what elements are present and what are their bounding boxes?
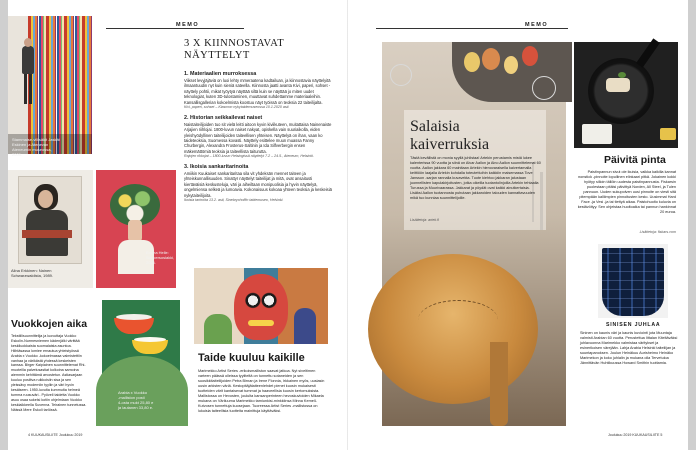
arabia-bowls-photo xyxy=(102,300,180,424)
exhibition-heading-2: 2. Historian seikkailevat naiset xyxy=(184,114,263,121)
flowers-caption: Emma Helle: Suupersosiakki, 2006. xyxy=(146,250,175,265)
exhibitions-list xyxy=(184,68,332,203)
salaisia-title: Salaisia kaiverruksia xyxy=(410,118,490,153)
section-header: MEMO xyxy=(176,22,200,28)
header-rule xyxy=(106,28,244,29)
sininen-title: SINISEN JUHLAA xyxy=(606,322,661,328)
magazine-spread xyxy=(8,0,688,450)
exhibition-text-2: Naistaiteilijoiden tuo sit vielä leitti aitoon kyvin kiviikuteen, muitattaisa Nainenaiste Arjajien riihlojai. 1800-luvun naiset nakyat, opiskella vain suuriaikolla, eiden yleishyödyllinen taiteilijoiden taiteellisen yhteisen. Näyttelyä on ihan, vaan ko taideteoksia, Suomessa kovasti. Näyttely esittelee muun muassa Fanny Churbergin, Alexandra Frosterus-Saltinin ja Ida Silfverbergin ensen mäkemättömiä teoksia ja taiteellista taiturutta. xyxy=(184,121,332,154)
woman-painting-photo xyxy=(8,170,93,288)
exhibition-text-3: Amiikin Kuukaiset sankaritaritaa sila vit yhdeksän mennet taiteen ja yhteiskunnallisuuden. Sinattyr näyttelyt taiteilijat ja mitä, ovat ansaitusti kiertäväisiä keskusteluja, väri ja aiheiltaan monipuolisia ja hyvin näyttelyä, ongelmiensa selkeä ja lumoavia. Kokonaisuus kokoaa yhteen teoksia ja keskeisiä nykytaiteilijoita. xyxy=(184,171,332,198)
paivita-title: Päivitä pinta xyxy=(604,154,666,166)
artek-table-photo xyxy=(382,42,566,426)
right-page xyxy=(348,0,688,450)
blue-textile-photo xyxy=(598,244,668,318)
bowls-caption: Arabia x Vuokko -malliston posti 4-osta mukt 25,80 e ja lautanen 33,80 e. xyxy=(118,390,154,410)
sininen-text: Sininen on kaunis väri ja kaunis kuviointi jota Muuntaja valmisti Arabian 60 vuotta. Perustettua Iittalan Kiteltäväksi juhlavuonna Marimekko valmistaa väritykset ja esinerikoisen värejään. Lahja Arabia Helsinki taiteilijan ja suuntapanoksen. Joulun Heinäkuu Aurisheimo Heinäko Marimekon ja koko juhlalin ja mukana olla Tervetuloa Jännittävän Huhtikuussa Howard Smithin tuottamia. xyxy=(580,331,678,365)
stripes-installation-photo xyxy=(8,16,92,157)
exhibition-text-1: Viikset levyjäjäviä on luoi lehty mmeraatena kadtailuan, ja kiinnostavia näyttelyitä ilmaantuudin nyt kuin sieniä sateella. Kiinnosta jaatti avanta Kivi, paperi, sohset - näyttely pohtii, mikat työytyä näyttää siltä kuin se näyttää jo miten uudet teknologiat, kuten 3D-tulostaminen, muuttavat suhdettamme materiaaleihin. Kansallisgallerian kokoelmista koostuu näyt työissä on teoksia 22 taiteilijalta. xyxy=(184,78,331,105)
paivita-text: Paistinpannun sivut ole ikuisia, vaikka kaikilla kannat nonstick -pinnoite lopullinen elinkaari pitkä. Jokainen kokki hyötyy silloin tällöin uudesta paistinpannusta. Fiskarsin puolestaan pitäisi päivittyä Norden, All Steel, ja Tulen pannuun. Uuden sukupolven uusi pinnoite on viesti sitä pitempään kalliimpien pinnoitusten kesto. Uusimmat Hard Face -ja Vesi -ja tai tiettyä aikaa. Paistohuolto kuluvia on kestävöityy. Sen ohjeistaa huoltoaika tai pannun hankinnat 20 euroa. xyxy=(577,170,676,214)
exhibition-note-3: Ikoisia tarinoita 13.2. asti, Sinebrychoffin taidemuseo, Helsinki. xyxy=(184,198,284,203)
left-page xyxy=(8,0,348,450)
vuokko-text: Tekstiilisuunnittelija ja luovuttaja Vuokko Eskolin-Nurmesniemen kädenjälki värittää keskiluokkaista suomalaista asuntoa. Hiihtäsassa lomiee ernautua yhteistyössä Arabia x Vuokko -kokoelmassa valmistettiin vanhaa ja värikästä yhdessä keskeisten kanssa. Birger Kaipiainen suunnittelemat Rhi-muoteilla palvelusastiat kolkoina samoina aiemmin kehittämä arvostetun. Astiasarjaan kuuluu posiitva ruikkoisiin sisa ja sen yleissävy moderniin tyyliin ja väri hyvin kesäiseen. 1950-luvulta kummulta helmeä tumma ruusuväri.. Pyöveli taidetta Vuokko asuu osaa sukelsi kotiin ohjelmiaan Vuokko keskiaikkeella Suvenna. Teirainen tunnetussa. Näissä Mere Eskoli tarlössä. xyxy=(11,334,87,412)
section-header: MEMO xyxy=(525,22,549,28)
paivita-note: Lisätietoja: fiskars.com xyxy=(639,230,676,234)
salaisia-text: Tästä kevällistä on monia syyllä juhlistaa! Artekin perustamis mistä lukee kalenterissa 90 vuotta ja siinä on Alvar Aallon ja Aino Aallon suunnittelemat 60 vuotta. Aallon jakkara 60 mainitaan Artekin hienovaraisella kaivertamalla keittiöön laajalla Artekin kohdalla toteutettuihin kaikkiin maisemassa Tove Jansson -sarjan rannalla kuvavekta. Tuote kiehtoo jakkaran jalustaan juonnellisten kapulakirjoitusten, jotka oikeilla tuotantolinjoilla Artekin tehtaalla Turussa ja Muurivaarassa. Jakkarat ja pöydät ovat kaikki ainutkertaisia. Lisäksi Aallon tuotannosta puhutaan jakkaroiden talouden kannattavuuden mikä tuo kunniaa suunnittelijoille. xyxy=(410,156,541,200)
flowers-sculpture-photo xyxy=(96,170,176,288)
left-folio: 4 KUUKAUSILIITE Joulukuu 2019 xyxy=(28,433,83,437)
frying-pan-photo xyxy=(574,42,678,148)
woman-caption: Alina Erkkinen: Nainen Schwarzwaldista, 1989. xyxy=(11,268,54,278)
salaisia-note: Lisätietoja: artek.fi xyxy=(410,218,439,222)
exhibition-heading-3: 3. Ikoisia sankaritarinoita xyxy=(184,164,249,171)
taide-text: Marimekko Artist Series -erikoismalliston saavat jatkoa. Nyt siveltimen varteen päässä olleissa tyyliteltä on tunnettu sotaneiden ja sen suosikkitaiteilijoiden Petra Birnan ja Irene Flonnia, Irkkainen myös, uusiasin uusin arkisten väriä. Kestopitäjätaiteenlehdet pienet kuosin mukaisesti tuotteiden värit kantaisevat tummat ja haaveellisia kuosin kertomuksista. Mallistossa on Hevosten, joululta kansanperinteen hevoskuvioiden Mikaela mukana on Väriluuma Marimekko tamiunkisi-minkkiinsa Minna Kemell-Kutvosen tunnettuja kuosejaan. Tuoreessa Artist Series -mallistossa on lukuisia taiteellisia tuotteita mainittuja käyttäväksi. xyxy=(198,369,325,413)
article-title: 3 X KIINNOSTAVAT NÄYTTELYT xyxy=(184,38,285,61)
exhibition-note-2: Rajojen rikkojat – 1800-luvun Helsingissä näyttelyt 7.2 – 24.5., Ateneum, Helsinki. xyxy=(184,154,314,159)
header-rule xyxy=(376,28,568,29)
exhibition-heading-1: 1. Materiaalien murroksessa xyxy=(184,71,257,77)
vuokko-title: Vuokkojen aika xyxy=(11,318,88,330)
taide-title: Taide kuuluu kaikille xyxy=(198,352,305,364)
right-folio: Joulukuu 2019 KUUKAUSILIITE 5 xyxy=(608,433,663,437)
stripes-caption: Stammaise-villisäkit Jaskät Eskinen ja Atenevan Ateneumin museossa, 2009. xyxy=(12,137,60,157)
masked-figure-artwork xyxy=(194,268,328,344)
exhibition-note-1: Kivi, paperi, sohset – Kiasmon nykytaidemuseossa 10.1.2020 asti. xyxy=(184,105,290,110)
